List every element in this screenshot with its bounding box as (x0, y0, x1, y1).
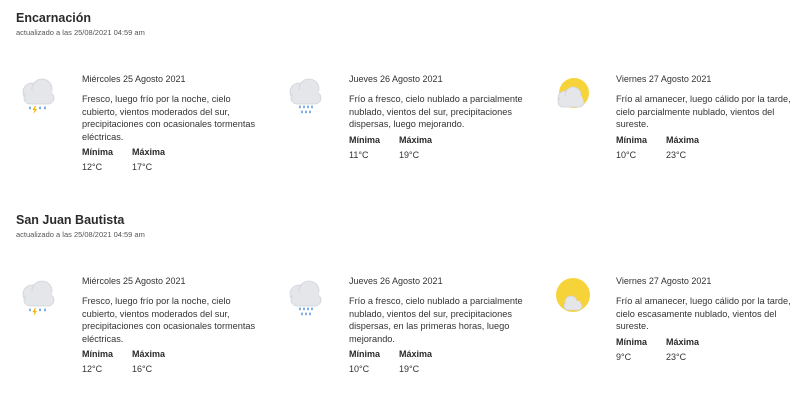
max-temperature (666, 134, 716, 162)
min-value: 10°C (349, 364, 370, 375)
min-temperature (349, 348, 399, 376)
max-label: Máxima (399, 349, 433, 360)
forecast-date: Viernes 27 Agosto 2021 (616, 74, 712, 84)
city-title: San Juan Bautista (16, 213, 125, 227)
city-title: Encarnación (16, 11, 92, 25)
max-temperature (132, 146, 182, 174)
min-temperature (349, 134, 399, 162)
forecast-body (82, 275, 268, 376)
temperature-range (349, 348, 535, 376)
forecast-description: Frío a fresco, cielo nublado a parcialmente nublado, vientos del sur, precipitaciones dispersas, en las primeras horas, luego mejorando. (349, 296, 523, 344)
min-temperature (82, 146, 132, 174)
forecast-list (16, 275, 792, 395)
storm-cloud-icon (16, 73, 60, 117)
max-temperature (666, 336, 716, 364)
temperature-range (82, 146, 268, 174)
temperature-range (82, 348, 268, 376)
forecast-list (16, 73, 792, 193)
rain-cloud-icon (283, 73, 327, 117)
storm-cloud-icon (16, 275, 60, 319)
forecast-body (349, 73, 535, 162)
max-value: 19°C (399, 364, 420, 375)
max-label: Máxima (132, 147, 166, 158)
max-temperature (399, 348, 449, 376)
forecast-description: Frío al amanecer, luego cálido por la tarde, cielo escasamente nublado, vientos del sureste. (616, 296, 791, 332)
updated-timestamp: actualizado a las 25/08/2021 04:59 am (16, 28, 145, 37)
min-label: Mínima (616, 336, 648, 347)
max-label: Máxima (666, 336, 700, 347)
min-label: Mínima (349, 134, 381, 145)
temperature-range (616, 336, 800, 364)
min-value: 10°C (616, 149, 637, 160)
max-temperature (399, 134, 449, 162)
max-value: 23°C (666, 351, 687, 362)
sun-small-cloud-icon (550, 275, 594, 319)
forecast-date: Jueves 26 Agosto 2021 (349, 276, 443, 286)
min-value: 12°C (82, 364, 103, 375)
forecast-body (349, 275, 535, 376)
max-label: Máxima (132, 349, 166, 360)
temperature-range (349, 134, 535, 162)
updated-timestamp: actualizado a las 25/08/2021 04:59 am (16, 230, 145, 239)
forecast-description: Fresco, luego frío por la noche, cielo cubierto, vientos moderados del sur, precipitaciones con ocasionales tormentas eléctricas. (82, 296, 256, 344)
partly-cloudy-icon (550, 73, 594, 117)
forecast-body (82, 73, 268, 174)
max-value: 19°C (399, 149, 420, 160)
max-temperature (132, 348, 182, 376)
min-temperature (616, 134, 666, 162)
min-value: 11°C (349, 149, 369, 160)
rain-cloud-icon (283, 275, 327, 319)
min-label: Mínima (349, 349, 381, 360)
min-label: Mínima (616, 134, 648, 145)
forecast-body (616, 275, 800, 364)
min-label: Mínima (82, 147, 114, 158)
max-label: Máxima (399, 134, 433, 145)
max-value: 23°C (666, 149, 687, 160)
max-value: 17°C (132, 162, 153, 173)
forecast-body (616, 73, 800, 162)
max-label: Máxima (666, 134, 700, 145)
min-value: 9°C (616, 351, 632, 362)
city-section (16, 10, 792, 193)
forecast-date: Miércoles 25 Agosto 2021 (82, 74, 186, 84)
min-label: Mínima (82, 349, 114, 360)
forecast-date: Viernes 27 Agosto 2021 (616, 276, 712, 286)
forecast-description: Fresco, luego frío por la noche, cielo cubierto, vientos moderados del sur, precipitaciones con ocasionales tormentas eléctricas. (82, 94, 256, 142)
city-section (16, 212, 792, 395)
forecast-date: Jueves 26 Agosto 2021 (349, 74, 443, 84)
forecast-description: Frío a fresco, cielo nublado a parcialmente nublado, vientos del sur, precipitaciones dispersas, luego mejorando. (349, 94, 523, 130)
min-value: 12°C (82, 162, 103, 173)
forecast-date: Miércoles 25 Agosto 2021 (82, 276, 186, 286)
min-temperature (82, 348, 132, 376)
temperature-range (616, 134, 800, 162)
min-temperature (616, 336, 666, 364)
max-value: 16°C (132, 364, 153, 375)
forecast-description: Frío al amanecer, luego cálido por la tarde, cielo parcialmente nublado, vientos del sureste. (616, 94, 791, 130)
